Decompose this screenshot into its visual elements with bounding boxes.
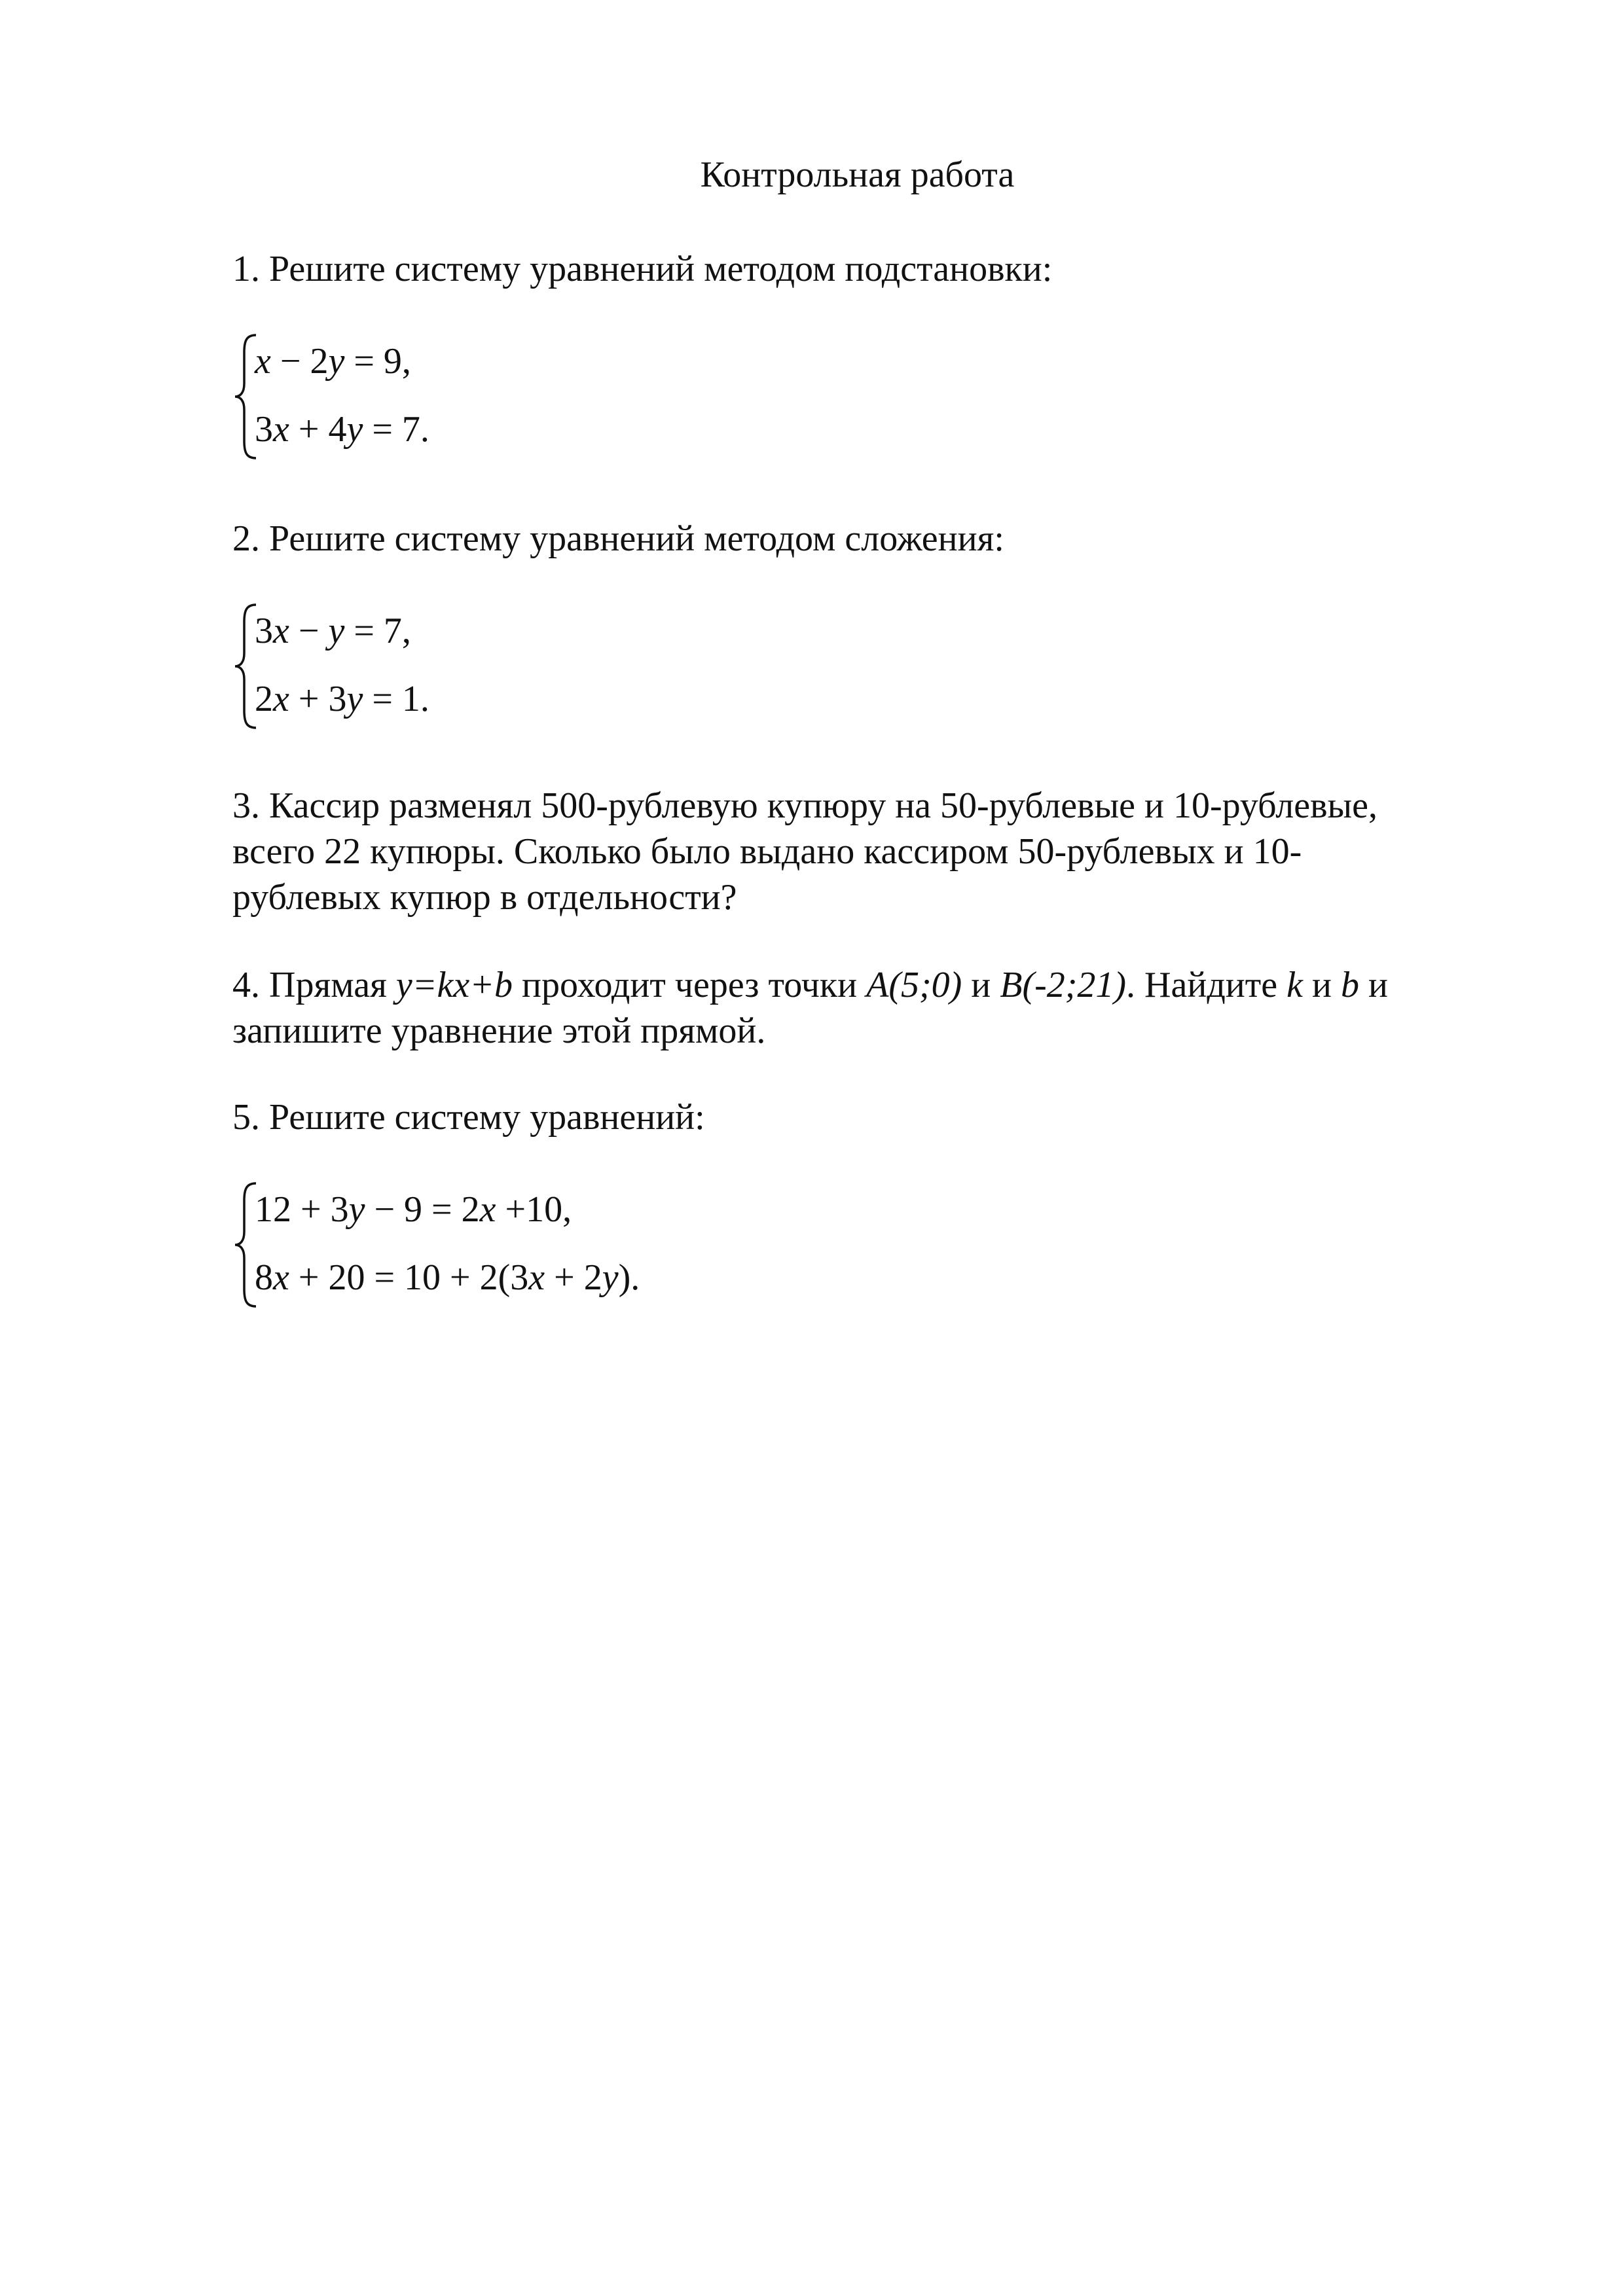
line-equation: y=kx+b [395, 965, 513, 1005]
task-1-equation-1: x − 2y = 9, [255, 341, 411, 382]
task-4-line-2: запишите уравнение этой прямой. [232, 1011, 766, 1051]
task-5-equation-2: 8x + 20 = 10 + 2(3x + 2y). [255, 1257, 640, 1298]
task-3-line-1: 3. Кассир разменял 500-рублевую купюру на 50-рублевые и 10-рублевые, [232, 785, 1377, 826]
task-2-equation-2: 2x + 3y = 1. [255, 679, 429, 719]
point-a: A(5;0) [866, 965, 962, 1005]
task-1-text: 1. Решите систему уравнений методом подстановки: [232, 249, 1053, 289]
task-4-line-1: 4. Прямая y=kx+b проходит через точки A(5;0) и B(-2;21). Найдите k и b и [232, 965, 1388, 1005]
task-2-equation-1: 3x − y = 7, [255, 611, 411, 651]
task-2-text: 2. Решите систему уравнений методом сложения: [232, 518, 1004, 559]
task-3-line-2: всего 22 купюры. Сколько было выдано кассиром 50-рублевых и 10- [232, 831, 1302, 872]
task-5-text: 5. Решите систему уравнений: [232, 1097, 705, 1138]
page-title: Контрольная работа [700, 154, 1015, 195]
task-3-line-3: рублевых купюр в отдельности? [232, 877, 737, 918]
task-5-equation-1: 12 + 3y − 9 = 2x +10, [255, 1189, 572, 1230]
point-b: B(-2;21) [1000, 965, 1127, 1005]
task-1-equation-2: 3x + 4y = 7. [255, 409, 429, 450]
